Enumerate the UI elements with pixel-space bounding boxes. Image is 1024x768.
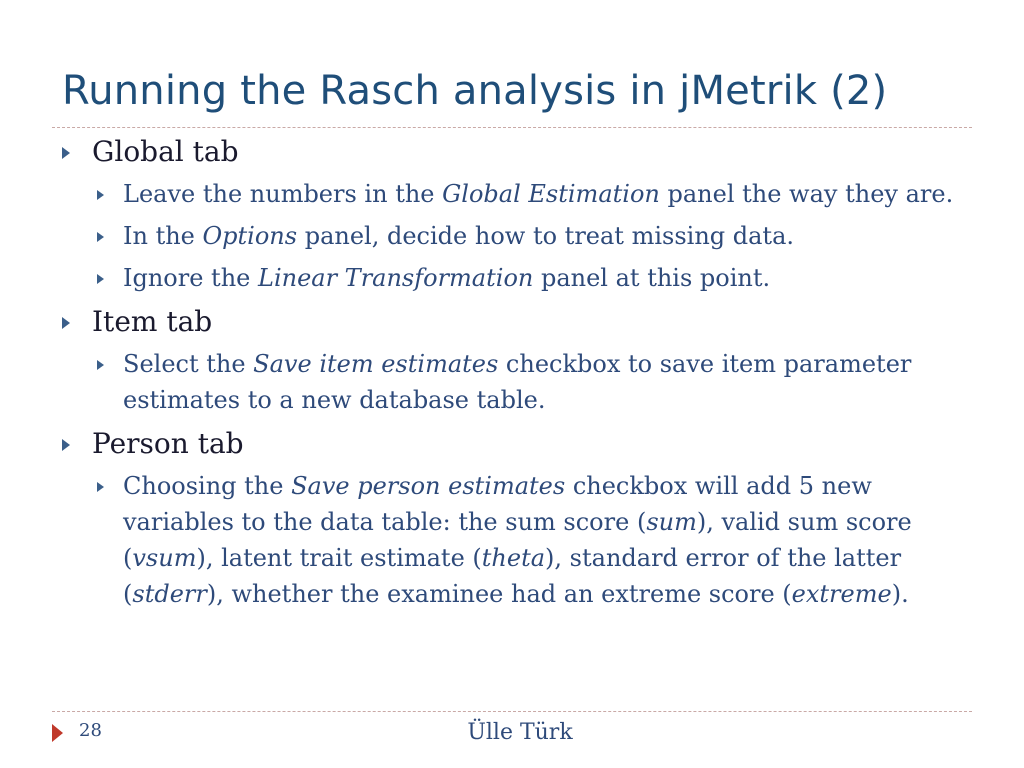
emphasis-text: stderr [132,580,207,608]
emphasis-text: Global Estimation [442,180,660,208]
sub-bullet-save-item-estimates [60,346,970,418]
text-run: In the [123,222,203,250]
sub-bullet-arrow-icon [97,360,104,370]
emphasis-text: Save person estimates [291,472,566,500]
sub-bullet-options [60,218,970,254]
bullet-heading: Person tab [92,427,244,460]
slide-content [60,134,970,612]
bullet-arrow-icon [62,147,70,159]
footer-divider [52,711,972,712]
text-run: Choosing the [123,472,292,500]
text-run: Leave the numbers in the [123,180,443,208]
emphasis-text: Save item estimates [253,350,499,378]
emphasis-text: vsum [132,544,197,572]
emphasis-text: sum [646,508,697,536]
bullet-heading: Global tab [92,135,239,168]
page-number: 28 [79,720,102,741]
bullet-item-tab [60,304,970,340]
sub-bullet-arrow-icon [97,232,104,242]
footer-author: Ülle Türk [467,720,573,745]
text-run: ). [891,580,909,608]
emphasis-text: extreme [791,580,892,608]
title-divider [52,127,972,128]
sub-bullet-global-estimation [60,176,970,212]
bullet-arrow-icon [62,439,70,451]
text-run: Select the [123,350,254,378]
slide-title: Running the Rasch analysis in jMetrik (2) [62,68,888,114]
bullet-global-tab [60,134,970,170]
sub-bullet-arrow-icon [97,190,104,200]
emphasis-text: Options [202,222,298,250]
sub-bullet-save-person-estimates [60,468,970,612]
sub-bullet-arrow-icon [97,274,104,284]
text-run: panel at this point. [533,264,771,292]
emphasis-text: Linear Transformation [258,264,534,292]
text-run: ), latent trait estimate ( [196,544,482,572]
sub-bullet-linear-transformation [60,260,970,296]
text-run: ), whether the examinee had an extreme score ( [206,580,792,608]
text-run: panel, decide how to treat missing data. [297,222,795,250]
emphasis-text: theta [481,544,546,572]
text-run: checkbox will add 5 new variables to the data table: the sum score ( [123,472,872,536]
bullet-heading: Item tab [92,305,213,338]
bullet-person-tab [60,426,970,462]
text-run: ), valid sum score ( [123,508,912,572]
text-run: panel the way they are. [659,180,954,208]
bullet-arrow-icon [62,317,70,329]
text-run: Ignore the [123,264,258,292]
sub-bullet-arrow-icon [97,482,104,492]
text-run: checkbox to save item parameter estimates to a new database table. [123,350,912,414]
text-run: ), standard error of the latter ( [123,544,902,608]
